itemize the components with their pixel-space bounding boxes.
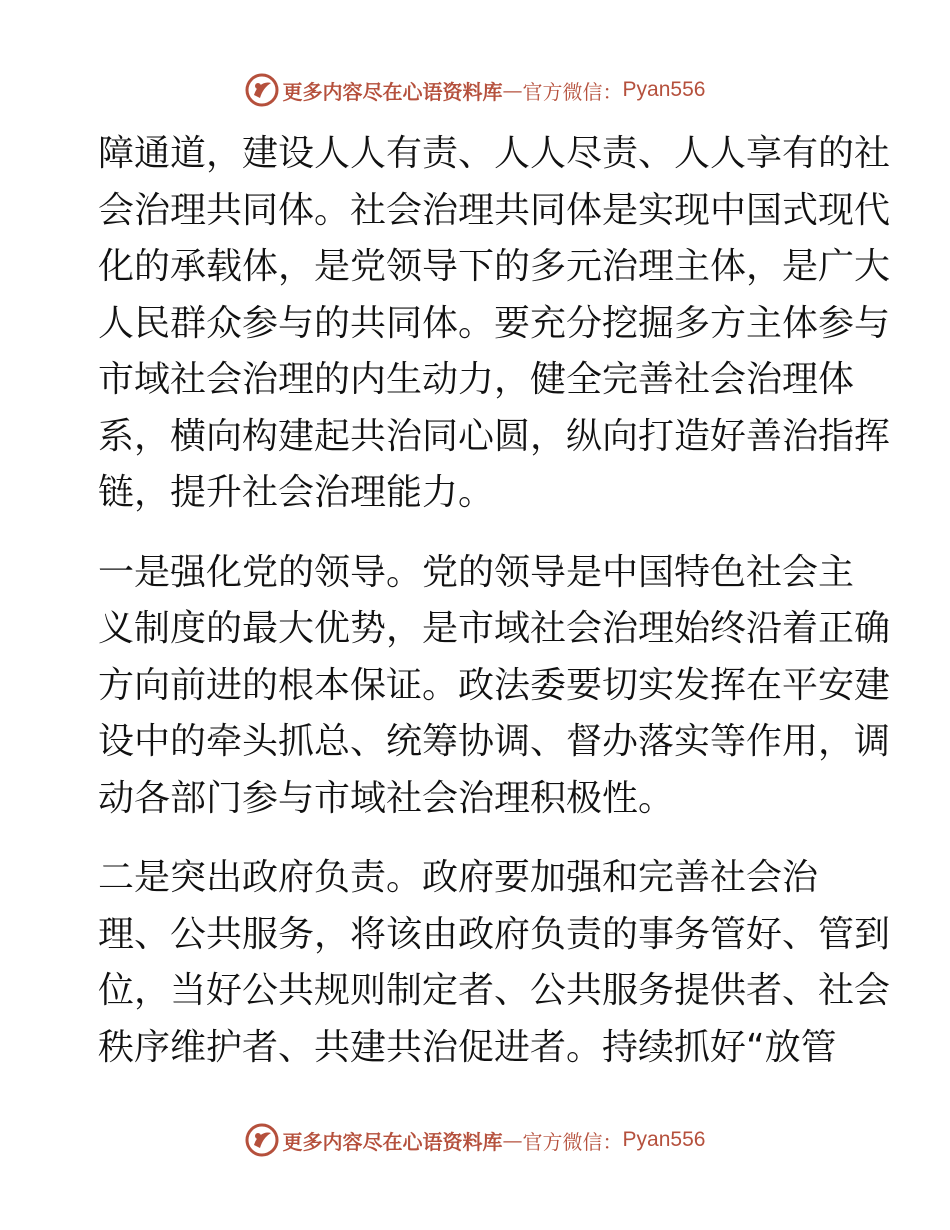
text-line: 二是突出政府负责。政府要加强和完善社会治 — [98, 857, 819, 898]
text-line: 链，提升社会治理能力。 — [98, 472, 495, 513]
text-line: 位，当好公共规则制定者、公共服务提供者、社会 — [98, 970, 891, 1011]
text-line: 方向前进的根本保证。政法委要切实发挥在平安建 — [98, 664, 891, 706]
paragraph-gap — [98, 522, 858, 545]
header-banner-wechat-label: 官方微信： — [522, 79, 623, 104]
footer-banner-dash: — — [502, 1128, 523, 1152]
paragraph-gap — [98, 827, 858, 850]
header-banner-title: 更多内容尽在心语资料库 — [282, 79, 503, 104]
paragraph-2 — [98, 545, 891, 828]
text-line: 秩序维护者、共建共治促进者。持续抓好“放管 — [98, 1026, 837, 1068]
footer-banner-title: 更多内容尽在心语资料库 — [282, 1129, 503, 1154]
text-line: 化的承载体，是党领导下的多元治理主体，是广大 — [98, 246, 891, 287]
text-line: 会治理共同体。社会治理共同体是实现中国式现代 — [98, 189, 891, 231]
brand-logo-icon — [245, 73, 279, 107]
text-line: 人民群众参与的共同体。要充分挖掘多方主体参与 — [98, 302, 891, 344]
footer-banner — [0, 1120, 950, 1160]
footer-banner-wechat-id: Pyan556 — [622, 1128, 706, 1151]
text-line: 一是强化党的领导。党的领导是中国特色社会主 — [98, 551, 855, 593]
footer-banner-wechat-label: 官方微信： — [522, 1129, 623, 1154]
text-line: 义制度的最大优势，是市域社会治理始终沿着正确 — [98, 608, 891, 649]
header-banner-dash: — — [502, 78, 523, 102]
text-line: 障通道，建设人人有责、人人尽责、人人享有的社 — [98, 133, 891, 174]
document-body — [98, 126, 891, 1076]
paragraph-1 — [98, 126, 891, 522]
paragraph-3 — [98, 850, 891, 1076]
text-line: 动各部门参与市域社会治理积极性。 — [98, 777, 675, 819]
text-line: 市域社会治理的内生动力，健全完善社会治理体 — [98, 359, 855, 400]
text-line: 理、公共服务，将该由政府负责的事务管好、管到 — [98, 913, 891, 955]
header-banner — [0, 70, 950, 110]
text-line: 系，横向构建起共治同心圆，纵向打造好善治指挥 — [98, 415, 891, 457]
brand-logo-icon — [245, 1123, 279, 1157]
header-banner-wechat-id: Pyan556 — [622, 78, 706, 101]
text-line: 设中的牵头抓总、统筹协调、督办落实等作用，调 — [98, 721, 891, 762]
